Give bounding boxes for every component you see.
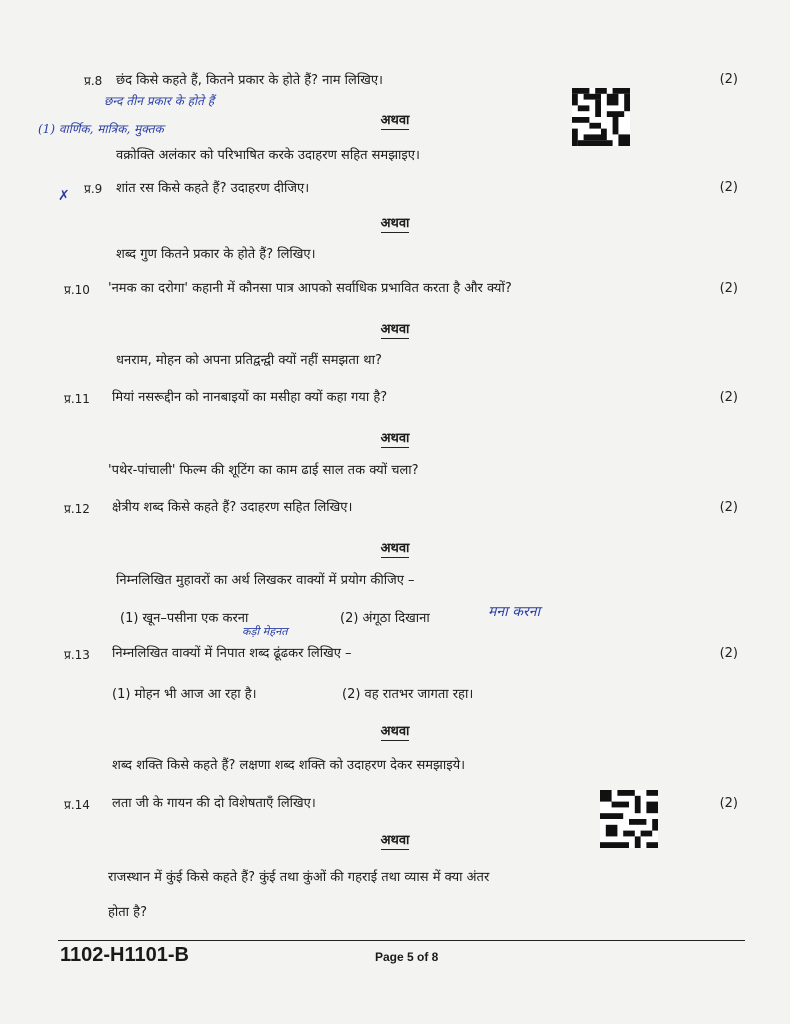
question-13-item-1: (1) मोहन भी आज आ रहा है।: [112, 687, 257, 702]
question-8-alternative: वक्रोक्ति अलंकार को परिभाषित करके उदाहरण सहित समझाइए।: [116, 148, 420, 163]
question-9-text: शांत रस किसे कहते हैं? उदाहरण दीजिए।: [116, 181, 310, 196]
question-10-marks: (2): [719, 281, 738, 296]
athva-label: अथवा: [380, 724, 410, 739]
question-9-marks: (2): [719, 180, 738, 195]
question-13-marks: (2): [719, 646, 738, 661]
handwritten-cross-mark: ✗: [58, 188, 70, 204]
question-13-text: निम्नलिखित वाक्यों में निपात शब्द ढूंढकर लिखिए –: [112, 646, 352, 661]
question-13-item-2: (2) वह रातभर जागता रहा।: [342, 687, 474, 702]
qr-code-top: [572, 88, 630, 146]
question-11-number: प्र.11: [64, 392, 90, 406]
athva-label: अथवा: [380, 113, 410, 128]
question-11-marks: (2): [719, 390, 738, 405]
handwritten-note-q8-line1: छन्द तीन प्रकार के होते हैं: [104, 94, 215, 108]
question-9-number: प्र.9: [84, 182, 103, 196]
question-9-alternative: शब्द गुण कितने प्रकार के होते हैं? लिखिए।: [116, 247, 316, 262]
question-14-text: लता जी के गायन की दो विशेषताएँ लिखिए।: [112, 796, 316, 811]
question-8-marks: (2): [719, 72, 738, 87]
footer-divider: [58, 940, 745, 941]
athva-label: अथवा: [380, 216, 410, 231]
handwritten-note-q12-answer2: मना करना: [488, 604, 541, 620]
question-13-number: प्र.13: [64, 648, 90, 662]
question-12-alternative: निम्नलिखित मुहावरों का अर्थ लिखकर वाक्यों में प्रयोग कीजिए –: [116, 573, 415, 588]
question-13-alternative: शब्द शक्ति किसे कहते हैं? लक्षणा शब्द शक्ति को उदाहरण देकर समझाइये।: [112, 758, 466, 773]
question-14-alternative-line2: होता है?: [108, 905, 147, 920]
athva-label: अथवा: [380, 833, 410, 848]
question-12-alt-item-2: (2) अंगूठा दिखाना: [340, 611, 430, 626]
question-8-number: प्र.8: [84, 74, 103, 88]
question-8-text: छंद किसे कहते हैं, कितने प्रकार के होते हैं? नाम लिखिए।: [116, 73, 383, 88]
question-14-marks: (2): [719, 796, 738, 811]
athva-label: अथवा: [380, 541, 410, 556]
athva-label: अथवा: [380, 431, 410, 446]
question-12-number: प्र.12: [64, 502, 90, 516]
question-11-text: मियां नसरूद्दीन को नानबाइयों का मसीहा क्यों कहा गया है?: [112, 390, 388, 405]
question-14-alternative-line1: राजस्थान में कुंई किसे कहते हैं? कुंई तथा कुंओं की गहराई तथा व्यास में क्या अंतर: [108, 870, 490, 885]
question-10-alternative: धनराम, मोहन को अपना प्रतिद्वन्द्वी क्यों नहीं समझता था?: [116, 353, 382, 368]
athva-label: अथवा: [380, 322, 410, 337]
page-number: Page 5 of 8: [375, 950, 439, 964]
handwritten-note-q8-line2: (1) वार्णिक, मात्रिक, मुक्तक: [38, 122, 164, 136]
question-12-alt-item-1: (1) खून–पसीना एक करना: [120, 611, 249, 626]
question-11-alternative: 'पथेर-पांचाली' फिल्म की शूटिंग का काम ढाई साल तक क्यों चला?: [108, 463, 419, 478]
question-12-text: क्षेत्रीय शब्द किसे कहते हैं? उदाहरण सहित लिखिए।: [112, 500, 353, 515]
paper-code: 1102-H1101-B: [60, 944, 189, 966]
question-14-number: प्र.14: [64, 798, 90, 812]
handwritten-note-q12-answer1: कड़ी मेहनत: [242, 625, 288, 638]
question-10-number: प्र.10: [64, 283, 90, 297]
question-12-marks: (2): [719, 500, 738, 515]
question-10-text: 'नमक का दरोगा' कहानी में कौनसा पात्र आपको सर्वाधिक प्रभावित करता है और क्यों?: [108, 281, 512, 296]
